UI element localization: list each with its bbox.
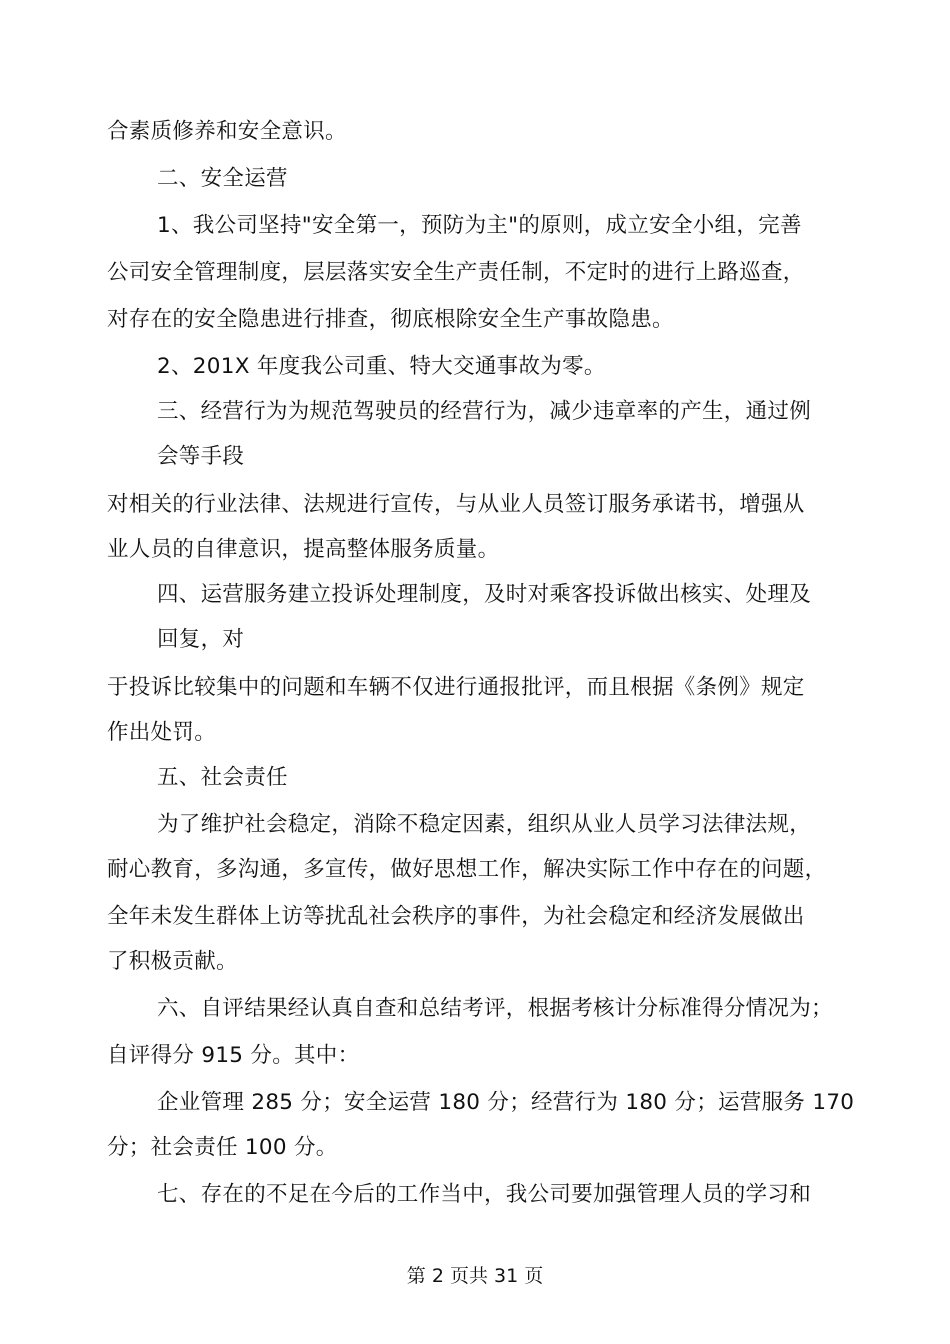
section-heading: 四、运营服务建立投诉处理制度，及时对乘客投诉做出核实、处理及 bbox=[157, 582, 812, 607]
section-heading: 二、安全运营 bbox=[157, 166, 288, 191]
body-text-line: 对存在的安全隐患进行排查，彻底根除安全生产事故隐患。 bbox=[107, 307, 674, 332]
body-text-line: 耐心教育，多沟通，多宣传，做好思想工作，解决实际工作中存在的问题， bbox=[107, 857, 827, 882]
body-text-line: 对相关的行业法律、法规进行宣传，与从业人员签订服务承诺书，增强从 bbox=[107, 492, 805, 517]
body-text-line: 公司安全管理制度，层层落实安全生产责任制，不定时的进行上路巡查， bbox=[107, 260, 805, 285]
section-heading: 六、自评结果经认真自查和总结考评，根据考核计分标准得分情况为； bbox=[157, 996, 833, 1021]
section-heading: 五、社会责任 bbox=[157, 765, 288, 790]
body-text-line: 会等手段 bbox=[157, 444, 245, 469]
body-text-line: 回复，对 bbox=[157, 627, 245, 652]
body-text-line: 分；社会责任 100 分。 bbox=[107, 1135, 338, 1160]
body-text-line: 全年未发生群体上访等扰乱社会秩序的事件，为社会稳定和经济发展做出 bbox=[107, 904, 805, 929]
body-text-line: 自评得分 915 分。其中： bbox=[107, 1043, 360, 1068]
body-text-line: 2、201X 年度我公司重、特大交通事故为零。 bbox=[157, 354, 606, 379]
section-heading: 三、经营行为为规范驾驶员的经营行为，减少违章率的产生，通过例 bbox=[157, 399, 812, 424]
body-text-line: 企业管理 285 分；安全运营 180 分；经营行为 180 分；运营服务 170 bbox=[157, 1090, 855, 1115]
section-heading: 七、存在的不足在今后的工作当中，我公司要加强管理人员的学习和 bbox=[157, 1182, 812, 1207]
body-text-line: 作出处罚。 bbox=[107, 720, 217, 745]
page-footer: 第 2 页共 31 页 bbox=[406, 1265, 544, 1287]
body-text-line: 了积极贡献。 bbox=[107, 949, 238, 974]
body-text-line: 为了维护社会稳定，消除不稳定因素，组织从业人员学习法律法规， bbox=[157, 812, 812, 837]
body-text-line: 于投诉比较集中的问题和车辆不仅进行通报批评，而且根据《条例》规定 bbox=[107, 675, 805, 700]
body-text-line: 业人员的自律意识，提高整体服务质量。 bbox=[107, 537, 500, 562]
body-text-line: 1、我公司坚持"安全第一，预防为主"的原则，成立安全小组，完善 bbox=[157, 213, 802, 238]
body-text-line: 合素质修养和安全意识。 bbox=[107, 119, 347, 144]
